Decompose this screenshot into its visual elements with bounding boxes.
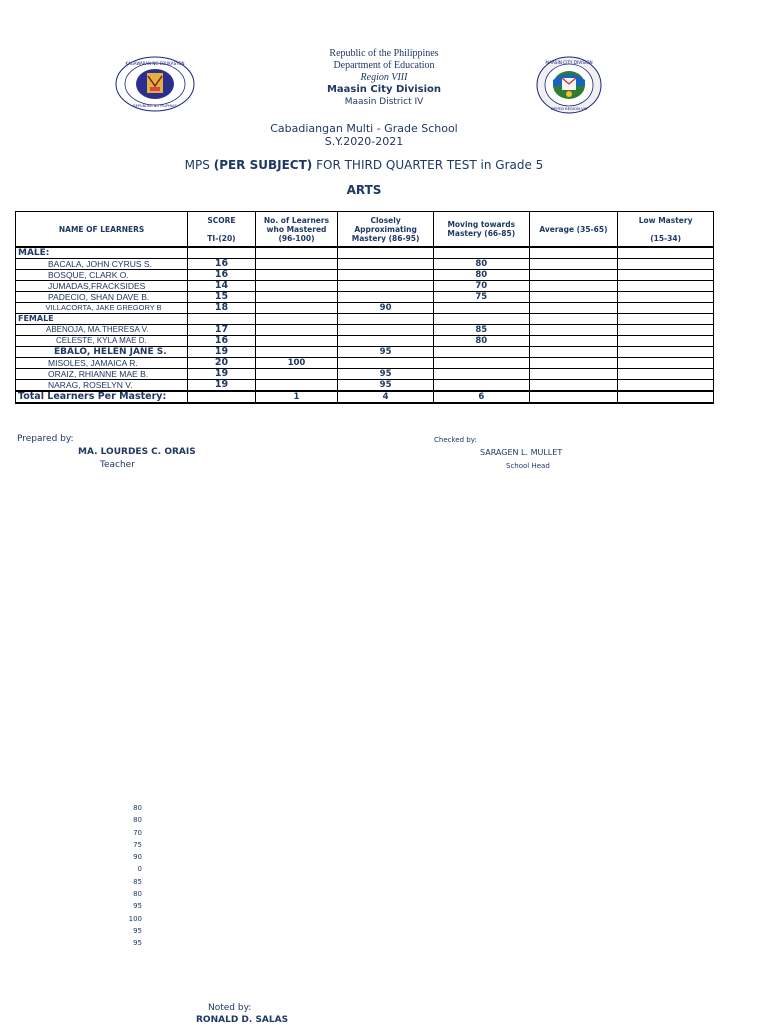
learner-score: 19: [188, 380, 255, 392]
cell-average: [529, 281, 618, 292]
female-section-row: [16, 314, 714, 325]
header-moving: Moving towards Mastery (66-85): [433, 212, 529, 248]
table-row: [16, 292, 714, 303]
table-row: [16, 369, 714, 380]
cell-moving: [433, 380, 529, 392]
cell-average: [529, 325, 618, 336]
cell-closely: 90: [338, 303, 434, 314]
cell-mastered: [255, 281, 338, 292]
learner-score: 18: [188, 303, 255, 314]
prepared-by-name: MA. LOURDES C. ORAIS: [78, 447, 196, 457]
learner-name: ORAIZ, RHIANNE MAE B.: [16, 369, 188, 380]
cell-mastered: [255, 325, 338, 336]
cell-moving: 85: [433, 325, 529, 336]
learner-score: 19: [188, 369, 255, 380]
list-item: 80: [133, 804, 142, 812]
letterhead: [0, 48, 768, 108]
list-item: 95: [133, 926, 142, 935]
table-row: [16, 347, 714, 358]
cell-low: [618, 347, 714, 358]
learner-name: CELESTE, KYLA MAE D.: [16, 336, 188, 347]
table-row: [16, 281, 714, 292]
cell-mastered: [255, 380, 338, 392]
cell-mastered: [255, 259, 338, 270]
list-item: 80: [133, 890, 142, 899]
cell-moving: [433, 303, 529, 314]
republic-text: Republic of the Philippines: [329, 48, 439, 59]
list-item: 100: [128, 914, 142, 923]
title-prefix: MPS: [184, 158, 214, 172]
cell-average: [529, 303, 618, 314]
total-score: [188, 391, 255, 403]
table-row: [16, 270, 714, 281]
cell-average: [529, 259, 618, 270]
female-label: FEMALE: [16, 314, 188, 325]
header-low: Low Mastery (15-34): [618, 212, 714, 248]
school-year: S.Y.2020-2021: [324, 135, 404, 148]
cell-average: [529, 369, 618, 380]
cell-average: [529, 270, 618, 281]
title-emphasis: (PER SUBJECT): [213, 158, 313, 172]
learner-name: VILLACORTA, JAKE GREGORY B: [16, 303, 188, 314]
learner-score: 16: [188, 336, 255, 347]
checked-by-name: SARAGEN L. MULLET: [480, 448, 563, 457]
learner-name: BOSQUE, CLARK O.: [16, 270, 188, 281]
report-title: [0, 158, 728, 172]
cell-moving: [433, 347, 529, 358]
region-text: Region VIII: [360, 72, 408, 83]
header-mastered: No. of Learners who Mastered (96-100): [255, 212, 338, 248]
department-text: Department of Education: [333, 60, 435, 71]
total-low: [618, 391, 714, 403]
cell-average: [529, 336, 618, 347]
learner-name: JUMADAS,FRACKSIDES: [16, 281, 188, 292]
learner-score: 16: [188, 259, 255, 270]
cell-low: [618, 270, 714, 281]
cell-closely: 95: [338, 380, 434, 392]
noted-by-name: RONALD D. SALAS: [196, 1015, 289, 1025]
svg-text:MAASIN CITY DIVISION: MAASIN CITY DIVISION: [545, 60, 593, 65]
list-item: 95: [133, 939, 142, 948]
prepared-by-label: Prepared by:: [17, 434, 74, 444]
header-name: NAME OF LEARNERS: [16, 212, 188, 248]
cell-mastered: [255, 270, 338, 281]
header-average: Average (35-65): [529, 212, 618, 248]
list-item: 85: [133, 877, 142, 886]
cell-moving: 70: [433, 281, 529, 292]
district-text: Maasin District IV: [344, 97, 424, 107]
learner-name: PADECIO, SHAN DAVE B.: [16, 292, 188, 303]
table-row: [16, 325, 714, 336]
male-section-row: [16, 247, 714, 259]
cell-average: [529, 347, 618, 358]
cell-low: [618, 281, 714, 292]
table-header-row: [16, 212, 714, 248]
cell-average: [529, 292, 618, 303]
cell-closely: [338, 259, 434, 270]
cell-average: [529, 380, 618, 392]
list-item: 90: [133, 853, 142, 862]
total-row: [16, 391, 714, 403]
cell-closely: 95: [338, 369, 434, 380]
svg-text:REPUBLIKA NG PILIPINAS: REPUBLIKA NG PILIPINAS: [133, 104, 177, 108]
cell-moving: 80: [433, 270, 529, 281]
cell-moving: 75: [433, 292, 529, 303]
total-mastered: 1: [255, 391, 338, 403]
cell-mastered: [255, 303, 338, 314]
male-label: MALE:: [16, 247, 188, 259]
list-item: 70: [133, 828, 142, 837]
learner-name: NARAG, ROSELYN V.: [16, 380, 188, 392]
list-item: 0: [137, 865, 142, 874]
table-row: [16, 303, 714, 314]
list-item: 80: [133, 816, 142, 825]
cell-closely: 95: [338, 347, 434, 358]
cell-low: [618, 369, 714, 380]
cell-moving: 80: [433, 259, 529, 270]
cell-low: [618, 380, 714, 392]
cell-low: [618, 303, 714, 314]
svg-text:KAGAWARAN NG EDUKASYON: KAGAWARAN NG EDUKASYON: [125, 61, 185, 66]
table-row: [16, 336, 714, 347]
cell-moving: [433, 369, 529, 380]
cell-closely: [338, 325, 434, 336]
cell-low: [618, 292, 714, 303]
cell-low: [618, 325, 714, 336]
cell-mastered: [255, 369, 338, 380]
checked-by-label: Checked by:: [434, 436, 477, 444]
cell-average: [529, 358, 618, 369]
cell-closely: [338, 281, 434, 292]
cell-moving: 80: [433, 336, 529, 347]
cell-mastered: [255, 292, 338, 303]
learner-name: ABENOJA, MA.THERESA V.: [16, 325, 188, 336]
header-closely: Closely Approximating Mastery (86-95): [338, 212, 434, 248]
division-text: Maasin City Division: [326, 84, 442, 95]
noted-by-label: Noted by:: [208, 1003, 252, 1013]
subject-title: ARTS: [346, 183, 382, 197]
cell-closely: [338, 270, 434, 281]
mastery-table: [15, 211, 714, 404]
cell-moving: [433, 358, 529, 369]
learner-score: 17: [188, 325, 255, 336]
cell-low: [618, 259, 714, 270]
total-closely: 4: [338, 391, 434, 403]
list-item: 75: [133, 840, 142, 849]
learner-name: BACALA, JOHN CYRUS S.: [16, 259, 188, 270]
table-row: [16, 259, 714, 270]
school-name: Cabadiangan Multi - Grade School: [270, 122, 458, 135]
learner-name: EBALO, HELEN JANE S.: [16, 347, 188, 358]
learner-score: 14: [188, 281, 255, 292]
header-score: SCORE TI-(20): [188, 212, 255, 248]
list-item: 95: [133, 902, 142, 911]
learner-score: 19: [188, 347, 255, 358]
learner-score: 15: [188, 292, 255, 303]
cell-mastered: [255, 347, 338, 358]
cell-mastered: 100: [255, 358, 338, 369]
cell-closely: [338, 292, 434, 303]
title-suffix: FOR THIRD QUARTER TEST in Grade 5: [312, 158, 544, 172]
total-average: [529, 391, 618, 403]
learner-name: MISOLES, JAMAICA R.: [16, 358, 188, 369]
prepared-by-role: Teacher: [100, 460, 135, 470]
cell-low: [618, 358, 714, 369]
total-moving: 6: [433, 391, 529, 403]
cell-closely: [338, 358, 434, 369]
cell-closely: [338, 336, 434, 347]
svg-text:DEPED REGION VIII: DEPED REGION VIII: [550, 106, 588, 111]
total-label: Total Learners Per Mastery:: [16, 391, 188, 403]
checked-by-role: School Head: [506, 462, 550, 470]
learner-score: 20: [188, 358, 255, 369]
cell-low: [618, 336, 714, 347]
cell-mastered: [255, 336, 338, 347]
table-row: [16, 380, 714, 392]
table-row: [16, 358, 714, 369]
score-list: [100, 802, 142, 950]
learner-score: 16: [188, 270, 255, 281]
